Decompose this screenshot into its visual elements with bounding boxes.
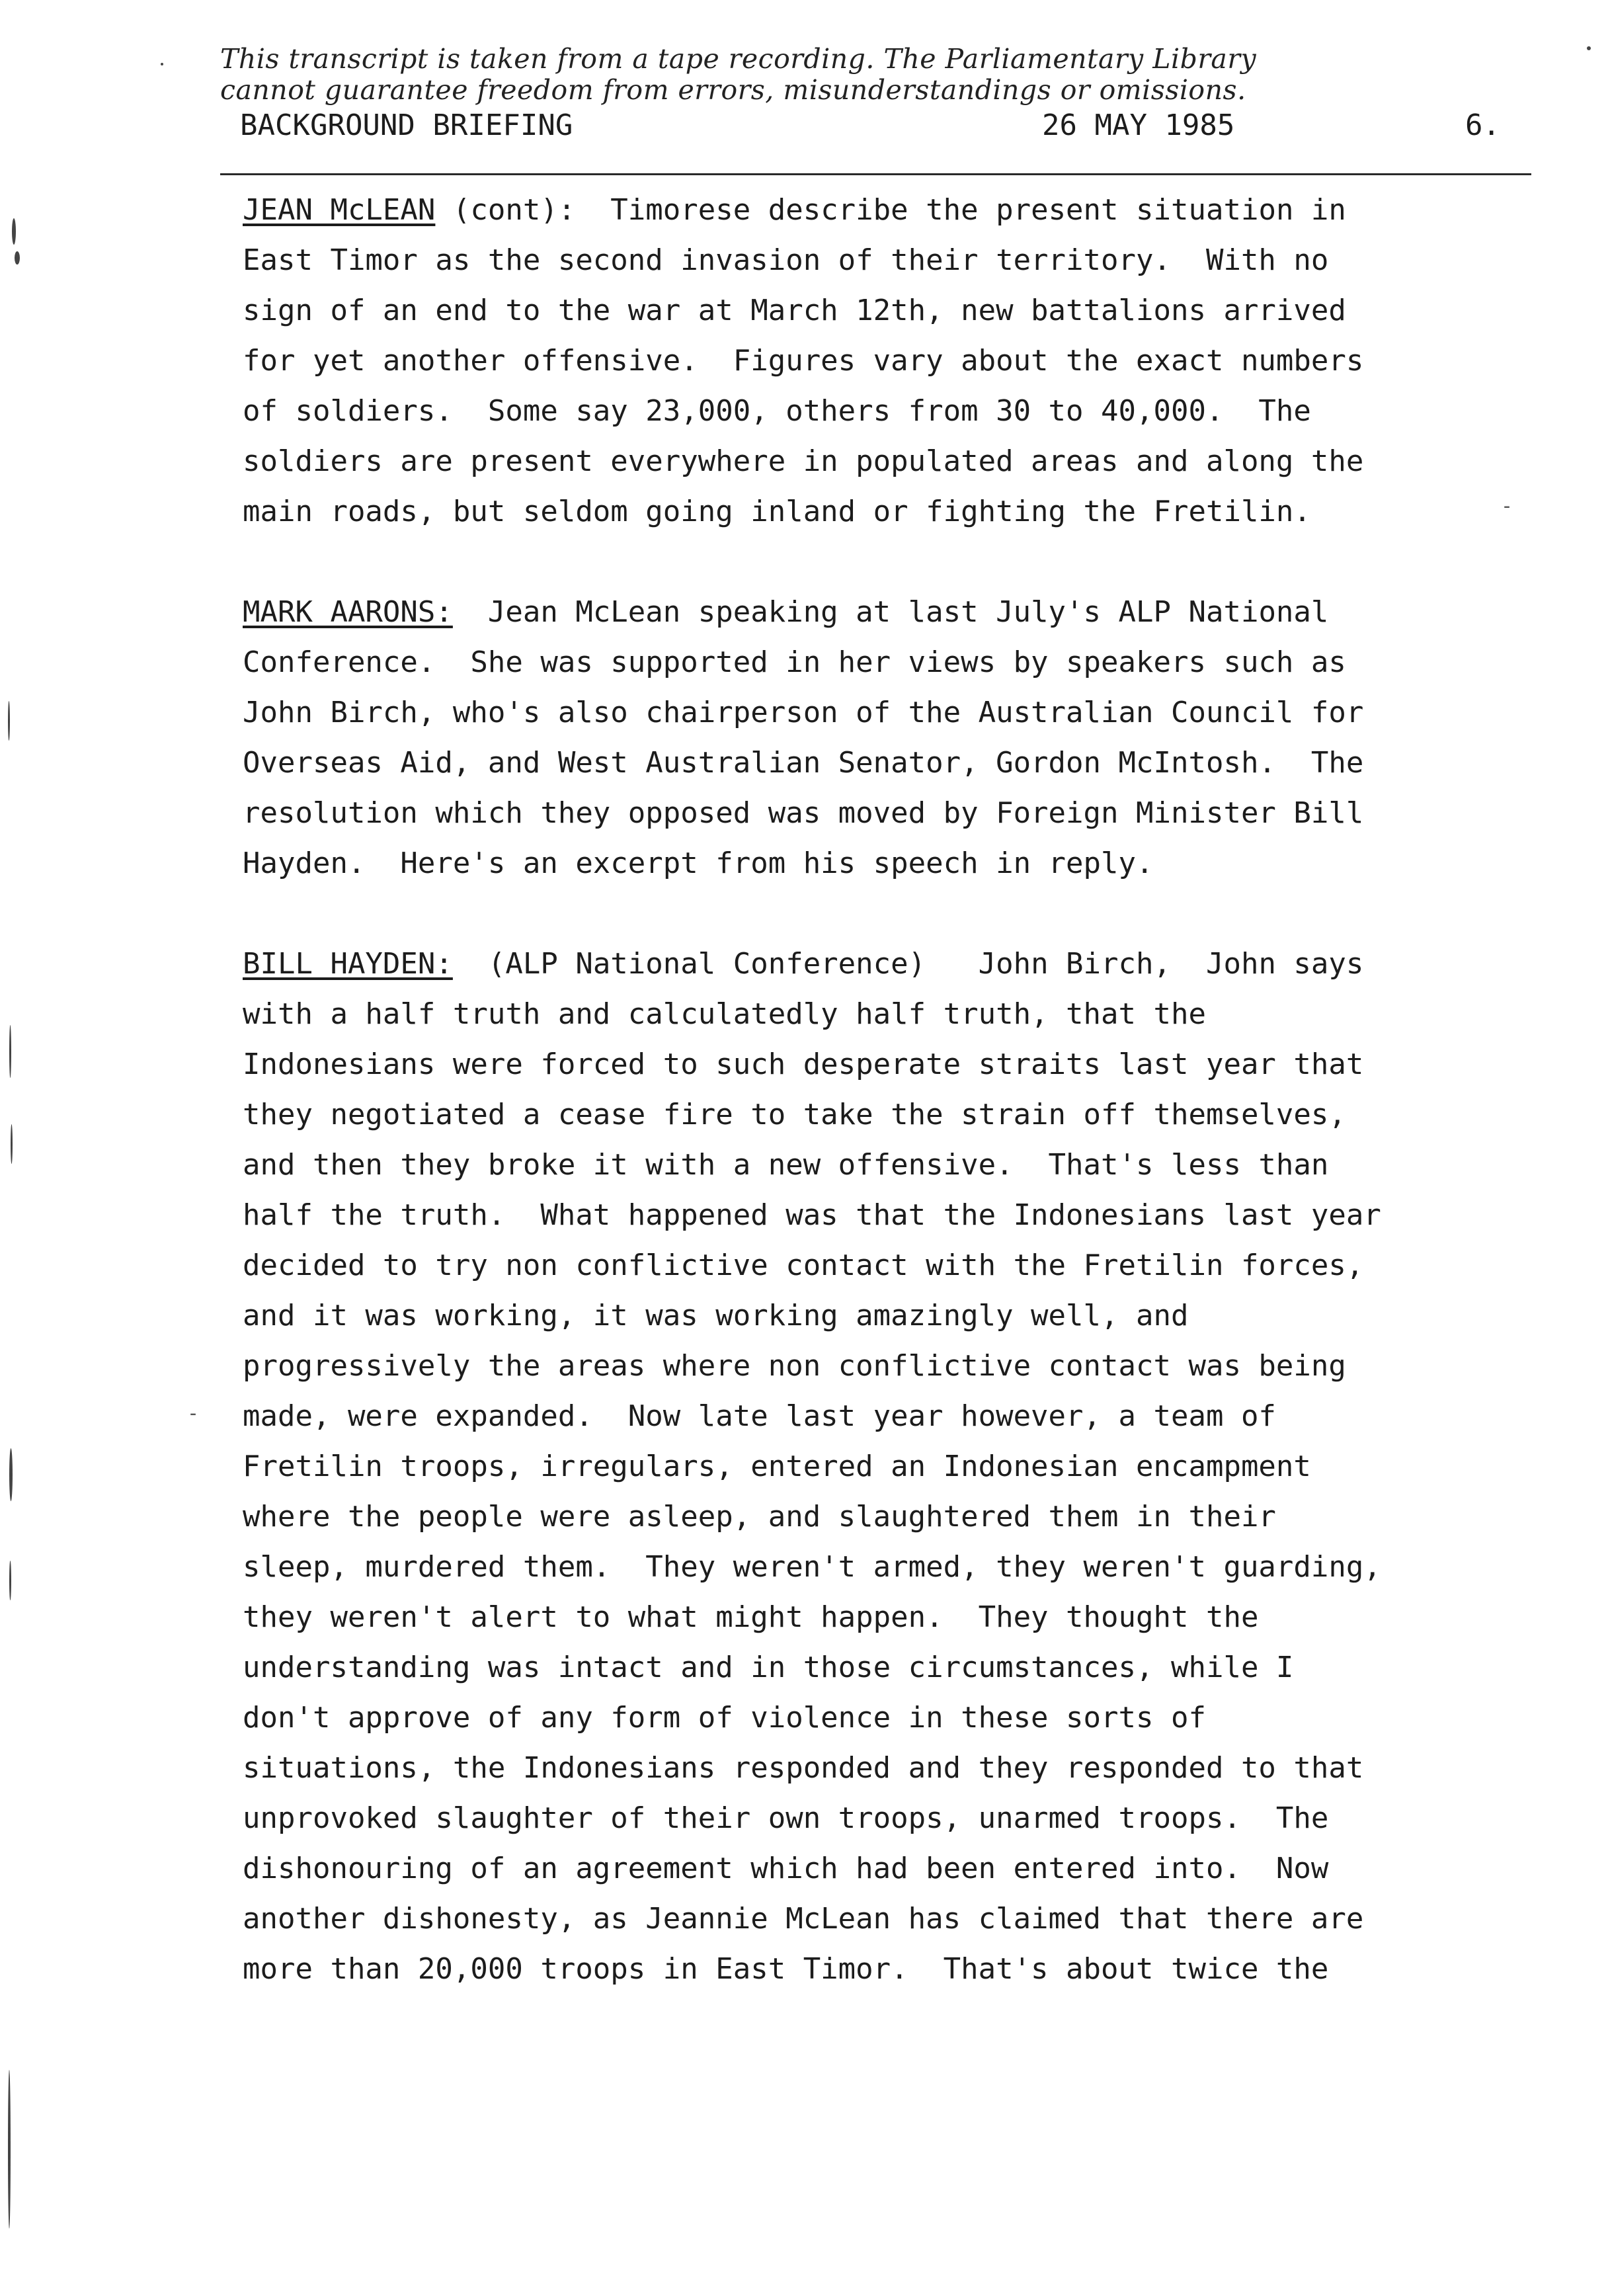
header-divider <box>220 173 1531 175</box>
paragraph-line: situations, the Indonesians responded and they responded to that <box>243 1751 1364 1785</box>
paragraph-line: main roads, but seldom going inland or fighting the Fretilin. <box>243 495 1311 528</box>
speaker-name: MARK AARONS: <box>243 595 453 629</box>
paragraph-jean-mclean <box>243 185 1558 537</box>
paragraph-line: of soldiers. Some say 23,000, others from 30 to 40,000. The <box>243 394 1311 428</box>
scan-speck <box>161 63 163 65</box>
scan-speck <box>9 1448 13 1501</box>
paragraph-line: sign of an end to the war at March 12th, new battalions arrived <box>243 294 1346 327</box>
paragraph-line: resolution which they opposed was moved by Foreign Minister Bill <box>243 796 1364 830</box>
paragraph-line: unprovoked slaughter of their own troops, unarmed troops. The <box>243 1801 1329 1835</box>
paragraph-line: Hayden. Here's an excerpt from his speech in reply. <box>243 846 1154 880</box>
speaker-name: BILL HAYDEN: <box>243 947 453 981</box>
margin-dash: - <box>187 1402 200 1425</box>
paragraph-line: another dishonesty, as Jeannie McLean has claimed that there are <box>243 1902 1364 1936</box>
page-header <box>220 106 1529 145</box>
paragraph-bill-hayden <box>243 939 1558 1994</box>
paragraph-line: decided to try non conflictive contact with the Fretilin forces, <box>243 1249 1364 1282</box>
transcript-body <box>243 185 1558 2045</box>
paragraph-line: dishonouring of an agreement which had been entered into. Now <box>243 1852 1329 1885</box>
scan-speck <box>12 218 16 245</box>
paragraph-line: for yet another offensive. Figures vary about the exact numbers <box>243 344 1364 378</box>
paragraph-line: John Birch, who's also chairperson of the Australian Council for <box>243 696 1364 729</box>
program-title: BACKGROUND BRIEFING <box>240 108 573 142</box>
disclaimer-line-2: cannot guarantee freedom from errors, misunderstandings or omissions. <box>220 74 1246 106</box>
broadcast-date: 26 MAY 1985 <box>1042 108 1235 142</box>
paragraph-line: progressively the areas where non conflictive contact was being <box>243 1349 1346 1383</box>
margin-dash: - <box>1501 495 1513 518</box>
paragraph-line: they weren't alert to what might happen. They thought the <box>243 1600 1259 1634</box>
paragraph-line: they negotiated a cease fire to take the strain off themselves, <box>243 1098 1346 1131</box>
paragraph-mark-aarons <box>243 587 1558 889</box>
paragraph-line: where the people were asleep, and slaughtered them in their <box>243 1500 1276 1534</box>
paragraph-line: made, were expanded. Now late last year however, a team of <box>243 1399 1276 1433</box>
paragraph-line: with a half truth and calculatedly half truth, that the <box>243 997 1206 1031</box>
paragraph-line: JEAN McLEAN (cont): Timorese describe the present situation in <box>243 193 1346 227</box>
paragraph-line: and then they broke it with a new offensive. That's less than <box>243 1148 1329 1182</box>
paragraph-line: sleep, murdered them. They weren't armed, they weren't guarding, <box>243 1550 1381 1584</box>
paragraph-line: Conference. She was supported in her views by speakers such as <box>243 645 1346 679</box>
paragraph-line: MARK AARONS: Jean McLean speaking at last July's ALP National <box>243 595 1329 629</box>
paragraph-line: don't approve of any form of violence in these sorts of <box>243 1701 1206 1735</box>
scan-speck <box>1587 46 1591 50</box>
scan-speck <box>8 701 10 741</box>
paragraph-line: East Timor as the second invasion of their territory. With no <box>243 243 1329 277</box>
speaker-name: JEAN McLEAN <box>243 193 436 227</box>
paragraph-line: more than 20,000 troops in East Timor. That's about twice the <box>243 1952 1329 1986</box>
disclaimer-notice <box>220 44 1529 106</box>
paragraph-line: BILL HAYDEN: (ALP National Conference) John Birch, John says <box>243 947 1364 981</box>
paragraph-line: Overseas Aid, and West Australian Senator, Gordon McIntosh. The <box>243 746 1364 780</box>
scan-speck <box>9 1561 11 1600</box>
page-number: 6. <box>1465 108 1500 142</box>
scan-speck <box>15 251 20 265</box>
disclaimer-line-1: This transcript is taken from a tape recording. The Parliamentary Library <box>220 43 1257 75</box>
paragraph-line: Indonesians were forced to such desperate straits last year that <box>243 1047 1364 1081</box>
scan-speck <box>11 1124 13 1164</box>
paragraph-line: understanding was intact and in those circumstances, while I <box>243 1651 1294 1684</box>
scan-speck <box>9 1025 11 1078</box>
paragraph-line: soldiers are present everywhere in populated areas and along the <box>243 444 1364 478</box>
paragraph-line: Fretilin troops, irregulars, entered an Indonesian encampment <box>243 1450 1311 1483</box>
paragraph-line: and it was working, it was working amazingly well, and <box>243 1299 1189 1332</box>
scan-speck <box>8 2070 11 2229</box>
paragraph-line: half the truth. What happened was that the Indonesians last year <box>243 1198 1381 1232</box>
